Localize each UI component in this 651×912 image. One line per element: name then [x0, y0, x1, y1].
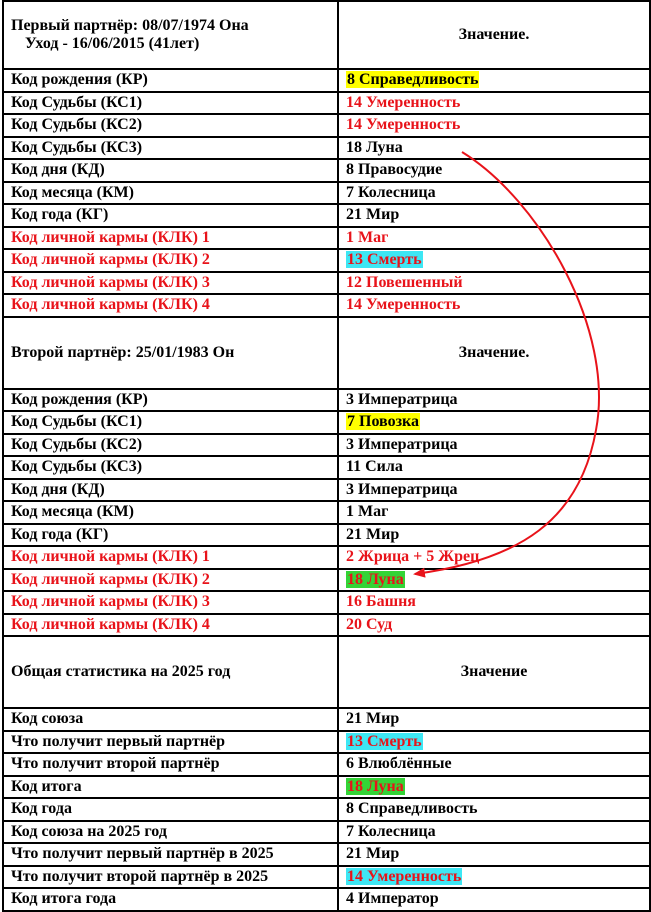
row-value: 3 Императрица [338, 479, 650, 502]
row-value: 14 Умеренность [338, 92, 650, 115]
row-value: 3 Императрица [338, 434, 650, 457]
value-highlight: 8 Справедливость [347, 71, 479, 89]
row-value: 21 Мир [338, 708, 650, 731]
row-value [338, 411, 650, 434]
table-row [3, 204, 650, 227]
row-value [338, 69, 650, 92]
row-value: 7 Колесница [338, 821, 650, 844]
row-label: Код рождения (КР) [3, 389, 338, 412]
row-value: 6 Влюблённые [338, 753, 650, 776]
table-row [3, 92, 650, 115]
row-value [338, 776, 650, 799]
row-value: 12 Повешенный [338, 272, 650, 295]
row-value: 1 Маг [338, 501, 650, 524]
table-row [3, 114, 650, 137]
table-row [3, 776, 650, 799]
section1-title-line1: Первый партнёр: 08/07/1974 Она [11, 17, 249, 34]
table-row [3, 456, 650, 479]
row-label: Что получит первый партнёр в 2025 [3, 843, 338, 866]
table-row [3, 501, 650, 524]
row-label: Код Судьбы (КС3) [3, 137, 338, 160]
row-value: 3 Императрица [338, 389, 650, 412]
row-value: 18 Луна [338, 137, 650, 160]
table-row [3, 411, 650, 434]
section1-title-line2: Уход - 16/06/2015 (41лет) [25, 35, 200, 52]
row-value: 8 Справедливость [338, 798, 650, 821]
row-value: 2 Жрица + 5 Жрец [338, 546, 650, 569]
row-label: Код рождения (КР) [3, 69, 338, 92]
table-row [3, 569, 650, 592]
row-value: 21 Мир [338, 524, 650, 547]
row-value: 21 Мир [338, 204, 650, 227]
table-row [3, 546, 650, 569]
row-label: Код года (КГ) [3, 524, 338, 547]
row-label: Код итога года [3, 888, 338, 911]
table-row [3, 182, 650, 205]
table-row [3, 434, 650, 457]
value-highlight: 18 Луна [347, 570, 404, 588]
table-row [3, 294, 650, 317]
row-label: Что получит первый партнёр [3, 731, 338, 754]
row-label: Код личной кармы (КЛК) 2 [3, 249, 338, 272]
row-label: Код личной кармы (КЛК) 4 [3, 294, 338, 317]
row-value [338, 731, 650, 754]
row-label: Что получит второй партнёр в 2025 [3, 866, 338, 889]
row-label: Код Судьбы (КС2) [3, 114, 338, 137]
section2-value-header: Значение. [338, 317, 650, 389]
table-row [3, 866, 650, 889]
value-highlight: 14 Умеренность [347, 867, 462, 885]
row-label: Код года (КГ) [3, 204, 338, 227]
table-row [3, 708, 650, 731]
row-value: 11 Сила [338, 456, 650, 479]
table-row [3, 888, 650, 911]
section3-value-header: Значение [338, 636, 650, 708]
table-row [3, 249, 650, 272]
section1-value-header: Значение. [338, 1, 650, 69]
table-row [3, 227, 650, 250]
row-value [338, 249, 650, 272]
row-label: Код личной кармы (КЛК) 1 [3, 227, 338, 250]
row-label: Код дня (КД) [3, 479, 338, 502]
row-value: 7 Колесница [338, 182, 650, 205]
row-value: 14 Умеренность [338, 294, 650, 317]
row-label: Код личной кармы (КЛК) 1 [3, 546, 338, 569]
value-highlight: 13 Смерть [347, 732, 422, 750]
row-label: Код союза на 2025 год [3, 821, 338, 844]
row-label: Код месяца (КМ) [3, 182, 338, 205]
section2-header-row [3, 317, 650, 389]
row-label: Код личной кармы (КЛК) 2 [3, 569, 338, 592]
row-label: Код дня (КД) [3, 159, 338, 182]
table-row [3, 843, 650, 866]
row-value: 21 Мир [338, 843, 650, 866]
row-label: Код личной кармы (КЛК) 4 [3, 614, 338, 637]
row-value: 4 Император [338, 888, 650, 911]
row-label: Код месяца (КМ) [3, 501, 338, 524]
row-value: 14 Умеренность [338, 114, 650, 137]
table-row [3, 69, 650, 92]
row-label: Код Судьбы (КС3) [3, 456, 338, 479]
section2-title: Второй партнёр: 25/01/1983 Он [3, 317, 338, 389]
row-value: 1 Маг [338, 227, 650, 250]
value-highlight: 18 Луна [347, 777, 404, 795]
karma-table [2, 0, 651, 912]
table-row [3, 821, 650, 844]
table-row [3, 479, 650, 502]
table-row [3, 753, 650, 776]
row-label: Код союза [3, 708, 338, 731]
row-label: Код Судьбы (КС2) [3, 434, 338, 457]
table-row [3, 524, 650, 547]
table-row [3, 591, 650, 614]
row-label: Код года [3, 798, 338, 821]
row-label: Код личной кармы (КЛК) 3 [3, 591, 338, 614]
row-label: Код Судьбы (КС1) [3, 411, 338, 434]
table-row [3, 798, 650, 821]
table-wrapper [2, 0, 651, 912]
value-highlight: 7 Повозка [347, 413, 419, 431]
table-row [3, 137, 650, 160]
row-label: Код итога [3, 776, 338, 799]
section1-header-row [3, 1, 650, 69]
section3-header-row [3, 636, 650, 708]
row-value [338, 866, 650, 889]
table-row [3, 731, 650, 754]
row-label: Код личной кармы (КЛК) 3 [3, 272, 338, 295]
section3-title: Общая статистика на 2025 год [3, 636, 338, 708]
row-value: 20 Суд [338, 614, 650, 637]
row-label: Код Судьбы (КС1) [3, 92, 338, 115]
table-row [3, 389, 650, 412]
value-highlight: 13 Смерть [347, 251, 422, 269]
table-row [3, 159, 650, 182]
row-value [338, 569, 650, 592]
row-value: 8 Правосудие [338, 159, 650, 182]
row-label: Что получит второй партнёр [3, 753, 338, 776]
table-row [3, 614, 650, 637]
row-value: 16 Башня [338, 591, 650, 614]
table-row [3, 272, 650, 295]
section1-title [3, 1, 338, 69]
